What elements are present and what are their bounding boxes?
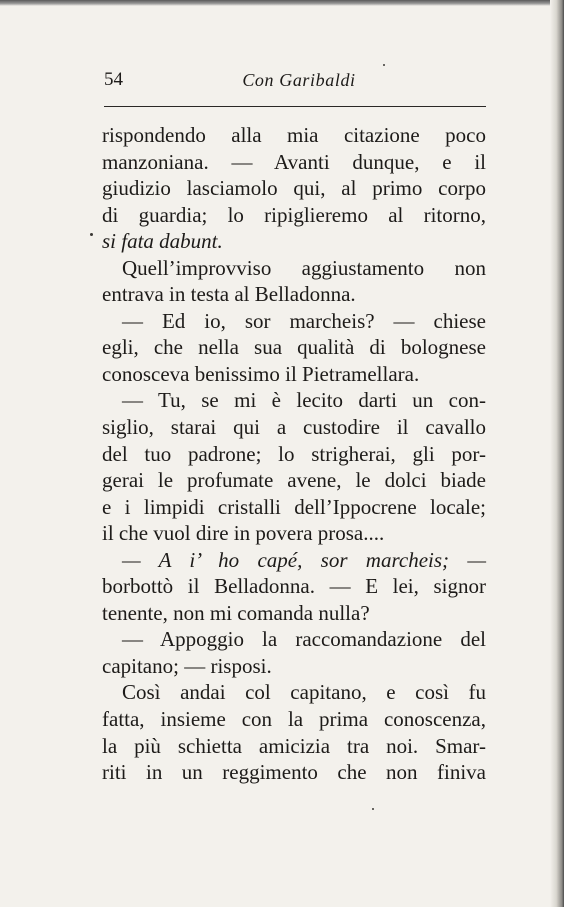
text-line: la più schietta amicizia tra noi. Smar- [102, 733, 486, 758]
running-title: Con Garibaldi [242, 70, 356, 90]
header-rule [104, 106, 486, 107]
text-line: il che vuol dire in povera prosa.... [102, 521, 385, 546]
text-line: — Appoggio la raccomandazione del [122, 627, 486, 652]
ink-speck [383, 64, 385, 66]
text-line: capitano; — risposi. [102, 653, 272, 678]
ink-speck [90, 233, 93, 236]
page-number: 54 [104, 69, 123, 90]
text-line: fatta, insieme con la prima conoscenza, [102, 707, 486, 732]
text-line: di guardia; lo ripiglieremo al ritorno, [102, 202, 486, 227]
text-line: egli, che nella sua qualità di bolognese [102, 335, 486, 360]
ink-speck [372, 808, 374, 810]
page-top-edge [0, 0, 564, 6]
text-line: conosceva benissimo il Pietramellara. [102, 361, 420, 386]
text-line: giudizio lasciamolo qui, al primo corpo [102, 176, 486, 201]
text-line: — Tu, se mi è lecito darti un con- [122, 388, 486, 413]
text-line: — A i’ ho capé, sor marcheis; — [122, 547, 486, 572]
page-binding-edge [550, 0, 564, 907]
text-line: Così andai col capitano, e così fu [122, 680, 486, 705]
text-line: tenente, non mi comanda nulla? [102, 600, 370, 625]
text-line: entrava in testa al Belladonna. [102, 282, 356, 307]
text-line: si fata dabunt. [102, 229, 223, 254]
body-text [102, 122, 486, 786]
text-line: — Ed io, sor marcheis? — chiese [122, 308, 486, 333]
text-line: manzoniana. — Avanti dunque, e il [102, 149, 486, 174]
page-header [104, 68, 486, 92]
text-line: siglio, starai qui a custodire il cavallo [102, 415, 486, 440]
text-line: riti in un reggimento che non finiva [102, 760, 486, 785]
text-line: e i limpidi cristalli dell’Ippocrene locale; [102, 494, 486, 519]
text-line: Quell’improvviso aggiustamento non [122, 255, 486, 280]
text-line: del tuo padrone; lo strigherai, gli por- [102, 441, 486, 466]
text-line: rispondendo alla mia citazione poco [102, 123, 486, 147]
text-line: gerai le profumate avene, le dolci biade [102, 468, 486, 493]
text-line: borbottò il Belladonna. — E lei, signor [102, 574, 486, 599]
